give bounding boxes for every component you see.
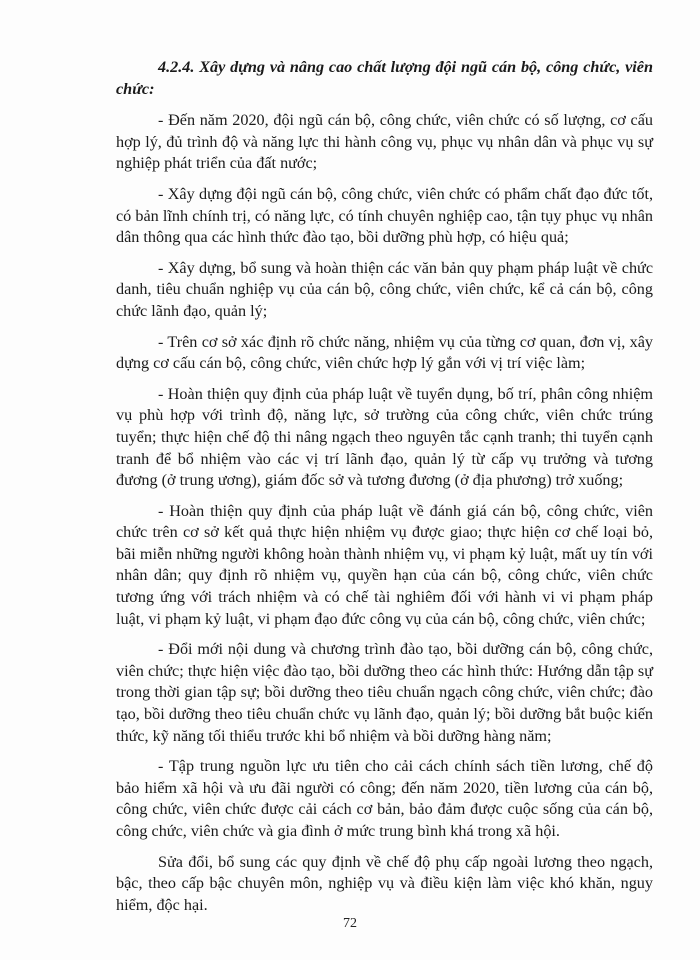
paragraph: - Đến năm 2020, đội ngũ cán bộ, công chức, viên chức có số lượng, cơ cấu hợp lý, đủ trình độ và năng lực thi hành công vụ, phục vụ nhân dân và phục vụ sự nghiệp phát triển của đất nước; xyxy=(116,111,653,173)
document-body xyxy=(116,57,653,925)
paragraph: Sửa đổi, bổ sung các quy định về chế độ phụ cấp ngoài lương theo ngạch, bậc, theo cấp bậc chuyên môn, nghiệp vụ và điều kiện làm việc khó khăn, nguy hiểm, độc hại. xyxy=(116,852,653,914)
paragraph: - Hoàn thiện quy định của pháp luật về tuyển dụng, bố trí, phân công nhiệm vụ phù hợp với trình độ, năng lực, sở trường của công chức, viên chức trúng tuyển; thực hiện chế độ thi nâng ngạch theo nguyên tắc cạnh tranh; thi tuyển cạnh tranh để bổ nhiệm vào các vị trí lãnh đạo, quản lý từ cấp vụ trưởng và tương đương (ở trung ương), giám đốc sở và tương đương (ở địa phương) trở xuống; xyxy=(116,384,653,490)
section-heading: 4.2.4. Xây dựng và nâng cao chất lượng đội ngũ cán bộ, công chức, viên chức: xyxy=(116,58,653,98)
paragraph: - Xây dựng đội ngũ cán bộ, công chức, viên chức có phẩm chất đạo đức tốt, có bản lĩnh chính trị, có năng lực, có tính chuyên nghiệp cao, tận tụy phục vụ nhân dân thông qua các hình thức đào tạo, bồi dưỡng phù hợp, có hiệu quả; xyxy=(116,184,653,247)
paragraph: - Đổi mới nội dung và chương trình đào tạo, bồi dưỡng cán bộ, công chức, viên chức; thực hiện việc đào tạo, bồi dưỡng theo các hình thức: Hướng dẫn tập sự trong thời gian tập sự; bồi dưỡng theo tiêu chuẩn ngạch công chức, viên chức; đào tạo, bồi dưỡng theo tiêu chuẩn chức vụ lãnh đạo, quản lý; bồi dưỡng bắt buộc kiến thức, kỹ năng tối thiểu trước khi bổ nhiệm và bồi dưỡng hàng năm; xyxy=(116,640,653,745)
paragraph: - Trên cơ sở xác định rõ chức năng, nhiệm vụ của từng cơ quan, đơn vị, xây dựng cơ cấu cán bộ, công chức, viên chức hợp lý gắn với vị trí việc làm; xyxy=(116,332,653,373)
paragraph: - Xây dựng, bổ sung và hoàn thiện các văn bản quy phạm pháp luật về chức danh, tiêu chuẩn nghiệp vụ của cán bộ, công chức, viên chức, kể cả cán bộ, công chức lãnh đạo, quản lý; xyxy=(116,258,653,320)
page-number: 72 xyxy=(343,916,357,931)
paragraph: - Tập trung nguồn lực ưu tiên cho cải cách chính sách tiền lương, chế độ bảo hiểm xã hội và ưu đãi người có công; đến năm 2020, tiền lương của cán bộ, công chức, viên chức được cải cách cơ bản, bảo đảm được cuộc sống của cán bộ, công chức, viên chức và gia đình ở mức trung bình khá trong xã hội. xyxy=(116,757,653,840)
paragraph: - Hoàn thiện quy định của pháp luật về đánh giá cán bộ, công chức, viên chức trên cơ sở kết quả thực hiện nhiệm vụ được giao; thực hiện cơ chế loại bỏ, bãi miễn những người không hoàn thành nhiệm vụ, vi phạm kỷ luật, mất uy tín với nhân dân; quy định rõ nhiệm vụ, quyền hạn của cán bộ, công chức, viên chức tương ứng với trách nhiệm và có chế tài nghiêm đối với hành vi vi phạm pháp luật, vi phạm kỷ luật, vi phạm đạo đức công vụ của cán bộ, công chức, viên chức; xyxy=(116,501,653,628)
